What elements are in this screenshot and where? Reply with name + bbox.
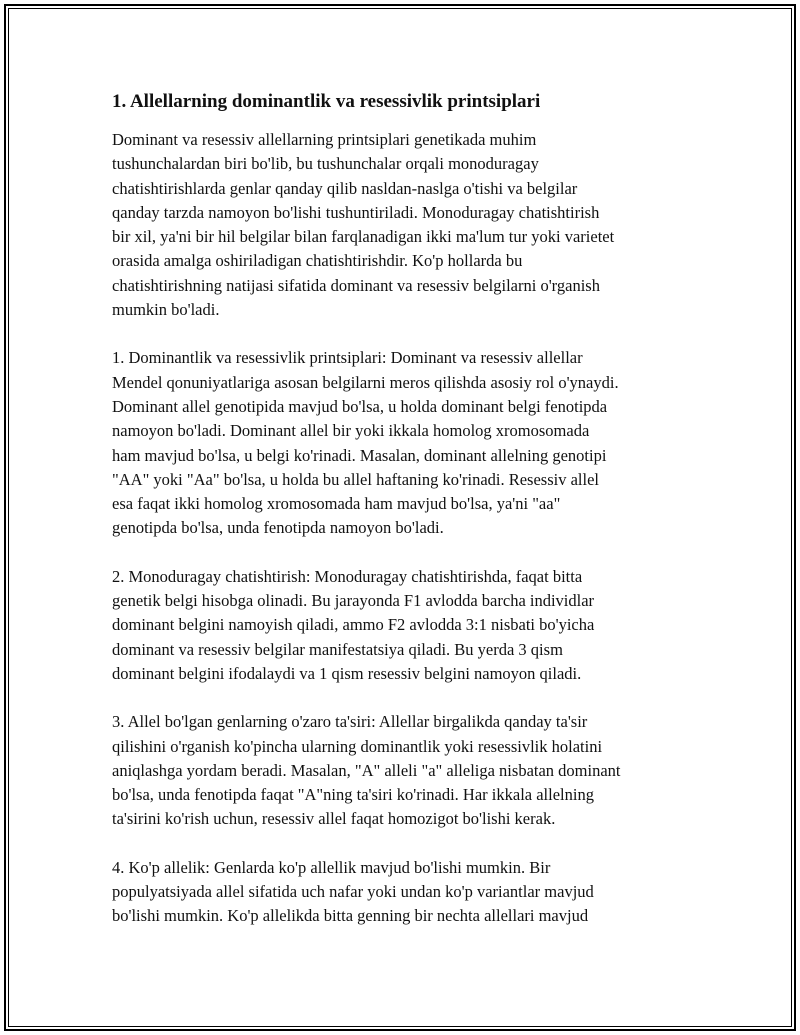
intro-paragraph: Dominant va resessiv allellarning printsiplari genetikada muhim tushunchalardan biri bo'lib, bu tushunchalar orqali monoduragay chatishtirishlarda genlar qanday qilib nasldan-naslga o'tishi va belgilar qanday tarzda namoyon bo'lishi tushuntiriladi. Monoduragay chatishtirish bir xil, ya'ni bir hil belgilar bilan farqlanadigan ikki ma'lum tur yoki varietet orasida amalga oshiriladigan chatishtirishdir. Ko'p hollarda bu chatishtirishning natijasi sifatida dominant va resessiv belgilarni o'rganish mumkin bo'ladi. bbox=[112, 130, 615, 320]
paragraph-multiple-alleles: 4. Ko'p allelik: Genlarda ko'p allellik mavjud bo'lishi mumkin. Bir populyatsiyada allel sifatida uch nafar yoki undan ko'p variantlar mavjud bo'lishi mumkin. Ko'p allelikda bitta genning bir nechta allellari mavjud bbox=[112, 857, 594, 926]
paragraph-allele-interaction: 3. Allel bo'lgan genlarning o'zaro ta'siri: Allellar birgalikda qanday ta'sir qilishini o'rganish ko'pincha ularning dominantlik yoki resessivlik holatini aniqlashga yordam beradi. Masalan, "A" alleli "a" alleliga nisbatan dominant bo'lsa, unda fenotipda faqat "A"ning ta'siri ko'rinadi. Har ikkala allelning ta'sirini ko'rish uchun, resessiv allel faqat homozigot bo'lishi kerak. bbox=[112, 712, 621, 829]
document-body bbox=[112, 90, 692, 953]
document-heading: 1. Allellarning dominantlik va resessivlik printsiplari bbox=[112, 91, 541, 112]
paragraph-monohybrid-cross: 2. Monoduragay chatishtirish: Monoduragay chatishtirishda, faqat bitta genetik belgi hisobga olinadi. Bu jarayonda F1 avlodda barcha individlar dominant belgini namoyish qiladi, ammo F2 avlodda 3:1 nisbati bo'yicha dominant va resessiv belgilar manifestatsiya qiladi. Bu yerda 3 qism dominant belgini ifodalaydi va 1 qism resessiv belgini namoyon qiladi. bbox=[112, 566, 595, 683]
paragraph-dominance-principles: 1. Dominantlik va resessivlik printsiplari: Dominant va resessiv allellar Mendel qonuniyatlariga asosan belgilarni meros qilishda asosiy rol o'ynaydi. Dominant allel genotipida mavjud bo'lsa, u holda dominant belgi fenotipda namoyon bo'ladi. Dominant allel bir yoki ikkala homolog xromosomada ham mavjud bo'lsa, u belgi ko'rinadi. Masalan, dominant allelning genotipi "AA" yoki "Aa" bo'lsa, u holda bu allel haftaning ko'rinadi. Resessiv allel esa faqat ikki homolog xromosomada ham mavjud bo'lsa, ya'ni "aa" genotipda bo'lsa, unda fenotipda namoyon bo'ladi. bbox=[112, 348, 619, 538]
